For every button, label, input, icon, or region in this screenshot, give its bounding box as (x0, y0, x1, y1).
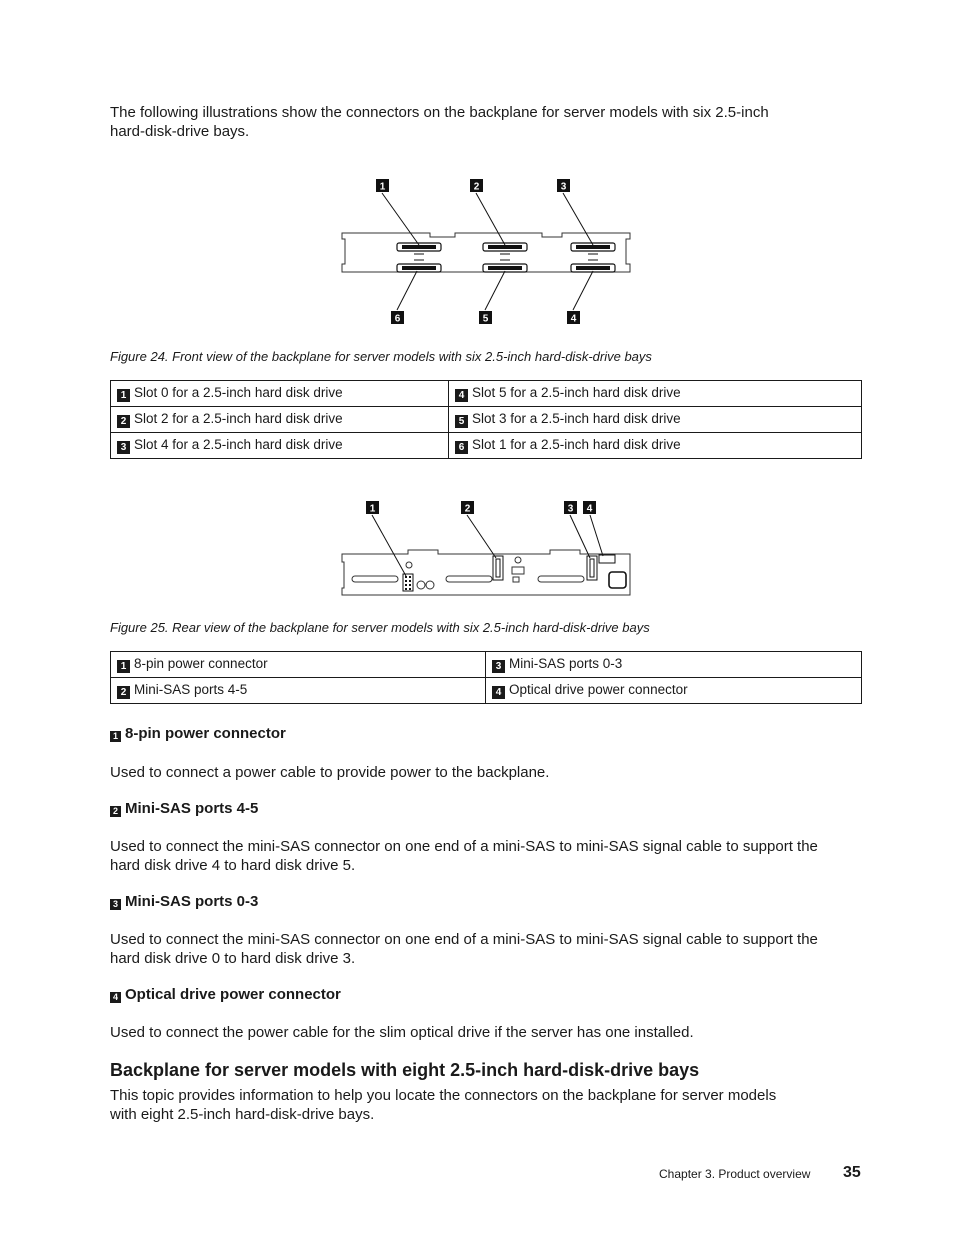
table-cell (111, 433, 449, 459)
cell-text: Slot 2 for a 2.5-inch hard disk drive (134, 411, 343, 426)
description-heading-2 (110, 800, 258, 817)
callout-badge: 2 (117, 686, 130, 699)
description-text-4 (110, 1023, 694, 1042)
table-row (111, 678, 862, 704)
intro-line-2: hard-disk-drive bays. (110, 123, 250, 140)
table-cell (111, 652, 486, 678)
cell-text: 8-pin power connector (134, 656, 268, 671)
cell-text: Mini-SAS ports 0-3 (509, 656, 623, 671)
table-row (111, 433, 862, 459)
section-line: This topic provides information to help you locate the connectors on the backplane for server models (110, 1087, 777, 1104)
callout-4-icon (567, 311, 580, 325)
callout-badge: 3 (492, 660, 505, 673)
mini-sas-port-0-3 (587, 556, 597, 580)
description-line: hard disk drive 4 to hard disk drive 5. (110, 857, 356, 874)
power-connector-8pin (403, 574, 413, 591)
callout-badge: 4 (492, 686, 505, 699)
table-cell (449, 433, 862, 459)
callout-badge: 2 (110, 806, 121, 817)
description-heading-4 (110, 986, 341, 1003)
cell-text: Slot 3 for a 2.5-inch hard disk drive (472, 411, 681, 426)
figure-25-legend-table (110, 651, 862, 704)
heading-text: Optical drive power connector (125, 986, 341, 1003)
callout-badge: 1 (117, 389, 130, 402)
description-heading-3 (110, 893, 258, 910)
callout-3-icon (564, 501, 577, 515)
callout-1-icon (366, 501, 379, 515)
callout-1-icon (376, 179, 389, 193)
table-cell (111, 381, 449, 407)
intro-line-1: The following illustrations show the connectors on the backplane for server models with six 2.5-inch (110, 104, 769, 121)
callout-badge: 1 (110, 731, 121, 742)
svg-text:4: 4 (586, 503, 593, 515)
table-cell (486, 652, 862, 678)
svg-text:6: 6 (394, 313, 401, 325)
table-row (111, 381, 862, 407)
callout-5-icon (479, 311, 492, 325)
description-line: Used to connect the mini-SAS connector on one end of a mini-SAS to mini-SAS signal cable to support the (110, 931, 818, 948)
figure-24-legend-table (110, 380, 862, 459)
description-line: Used to connect the power cable for the slim optical drive if the server has one installed. (110, 1024, 694, 1041)
figure-24-front-view-diagram (330, 170, 640, 330)
callout-badge: 4 (455, 389, 468, 402)
intro-paragraph (110, 103, 870, 141)
figure-25-caption: Figure 25. Rear view of the backplane for server models with six 2.5-inch hard-disk-drive bays (110, 620, 650, 635)
heading-text: Mini-SAS ports 4-5 (125, 800, 259, 817)
svg-text:5: 5 (482, 313, 489, 325)
description-text-1 (110, 763, 549, 782)
cell-text: Slot 4 for a 2.5-inch hard disk drive (134, 437, 343, 452)
svg-text:2: 2 (473, 181, 480, 193)
callout-6-icon (391, 311, 404, 325)
section-intro (110, 1086, 776, 1124)
svg-text:2: 2 (464, 503, 471, 515)
svg-text:4: 4 (570, 313, 577, 325)
callout-badge: 5 (455, 415, 468, 428)
svg-text:3: 3 (560, 181, 567, 193)
description-text-3 (110, 930, 818, 968)
table-cell (486, 678, 862, 704)
callout-badge: 3 (117, 441, 130, 454)
cell-text: Slot 1 for a 2.5-inch hard disk drive (472, 437, 681, 452)
cell-text: Slot 0 for a 2.5-inch hard disk drive (134, 385, 343, 400)
table-cell (449, 407, 862, 433)
figure-24-caption: Figure 24. Front view of the backplane for server models with six 2.5-inch hard-disk-drive bays (110, 349, 652, 364)
callout-badge: 3 (110, 899, 121, 910)
table-cell (111, 678, 486, 704)
section-line: with eight 2.5-inch hard-disk-drive bays. (110, 1106, 375, 1123)
figure-25-rear-view-diagram (330, 492, 640, 604)
section-heading: Backplane for server models with eight 2.5-inch hard-disk-drive bays (110, 1060, 700, 1080)
callout-badge: 2 (117, 415, 130, 428)
description-line: Used to connect a power cable to provide power to the backplane. (110, 764, 550, 781)
callout-4-icon (583, 501, 596, 515)
callout-2-icon (461, 501, 474, 515)
optical-power-connector (599, 555, 615, 563)
mini-sas-port-4-5 (493, 556, 503, 580)
heading-text: 8-pin power connector (125, 725, 286, 742)
table-cell (111, 407, 449, 433)
heading-text: Mini-SAS ports 0-3 (125, 893, 259, 910)
cell-text: Optical drive power connector (509, 682, 688, 697)
svg-text:1: 1 (369, 503, 376, 515)
callout-2-icon (470, 179, 483, 193)
cell-text: Mini-SAS ports 4-5 (134, 682, 248, 697)
table-cell (449, 381, 862, 407)
svg-text:1: 1 (379, 181, 386, 193)
description-line: Used to connect the mini-SAS connector on one end of a mini-SAS to mini-SAS signal cable to support the (110, 838, 818, 855)
callout-badge: 1 (117, 660, 130, 673)
svg-text:3: 3 (567, 503, 574, 515)
description-heading-1 (110, 725, 286, 742)
table-row (111, 407, 862, 433)
table-row (111, 652, 862, 678)
callout-badge: 6 (455, 441, 468, 454)
description-line: hard disk drive 0 to hard disk drive 3. (110, 950, 356, 967)
page-number: 35 (843, 1164, 861, 1181)
description-text-2 (110, 837, 818, 875)
callout-3-icon (557, 179, 570, 193)
footer-chapter: Chapter 3. Product overview (659, 1167, 811, 1181)
callout-badge: 4 (110, 992, 121, 1003)
cell-text: Slot 5 for a 2.5-inch hard disk drive (472, 385, 681, 400)
